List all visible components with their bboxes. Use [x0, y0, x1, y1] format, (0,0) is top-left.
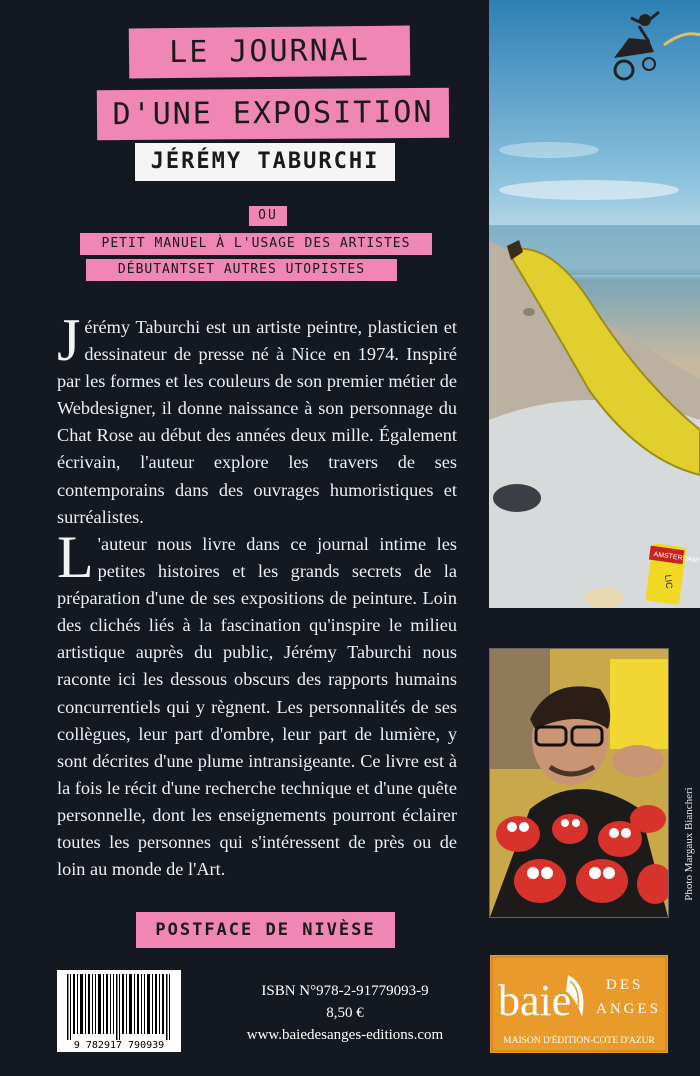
title-line-2: D'UNE EXPOSITION [97, 88, 449, 140]
photo-credit-text: Photo Margaux Biancheri [683, 787, 695, 901]
photo-credit [672, 778, 695, 916]
subtitle-or: OU [249, 206, 287, 226]
publisher-name-anges: ANGES [596, 1001, 662, 1017]
author-portrait [490, 649, 668, 917]
barcode-bars [57, 970, 181, 1052]
publisher-logo [490, 955, 668, 1053]
title-line-1: LE JOURNAL [129, 26, 411, 79]
tube-text: LIC [662, 574, 675, 590]
publisher-tagline: MAISON D'ÉDITION-COTE D'AZUR [503, 1036, 655, 1046]
price: 8,50 € [326, 1005, 364, 1021]
painting-artwork [489, 0, 700, 608]
website: www.baiedesanges-editions.com [246, 1027, 444, 1043]
subtitle-line-1: PETIT MANUEL À L'USAGE DES ARTISTES [80, 233, 432, 255]
author-photo [489, 648, 669, 918]
subtitle-line-2: DÉBUTANTSET AUTRES UTOPISTES [86, 259, 397, 281]
barcode-number: 9 782917 790939 [73, 1040, 165, 1051]
author-name: JÉRÉMY TABURCHI [135, 143, 395, 181]
dropcap: L [57, 524, 94, 590]
publisher-name-main: baie [498, 976, 572, 1025]
banana-painting [489, 0, 700, 608]
isbn: ISBN N°978-2-91779093-9 [261, 983, 429, 999]
author-bio-paragraph [57, 307, 457, 531]
publisher-logo-art [490, 955, 668, 1053]
dropcap: J [57, 307, 81, 373]
tube-label: AMSTERDAM [653, 551, 699, 565]
postface-label: POSTFACE DE NIVÈSE [136, 912, 395, 948]
barcode [57, 970, 181, 1052]
paragraph-text: érémy Taburchi est un artiste peintre, plasticien et dessinateur de presse né à Nice en 1974. Inspiré par les formes et les couleurs de son premier métier de Webdesigner, il donne naissance à son personnage du Chat Rose au début des années deux mille. Également écrivain, l'auteur explore les travers de ses contemporains dans des ouvrages humoristiques et surréalistes. [57, 317, 457, 527]
book-summary-paragraph [57, 524, 457, 883]
paragraph-text: 'auteur nous livre dans ce journal intime les petites histoires et les grands secrets de la préparation d'une de ses expositions de peinture. Loin des clichés liés à la fascination qu'inspire le milieu artistique auprès du public, Jérémy Taburchi nous raconte ici les dessous obscurs des rapports humains concurrentiels qui y règnent. Les personnalités de ses collègues, leur part d'ombre, leur part de lumière, y sont décrites d'une plume intransigeante. Ce livre est à la fois le récit d'une recherche technique et d'une quête personnelle, dont les enseignements pourront éclairer toutes les personnes qui s'intéressent de près ou de loin au monde de l'Art. [57, 534, 457, 880]
publisher-name-des: DES [606, 977, 644, 993]
